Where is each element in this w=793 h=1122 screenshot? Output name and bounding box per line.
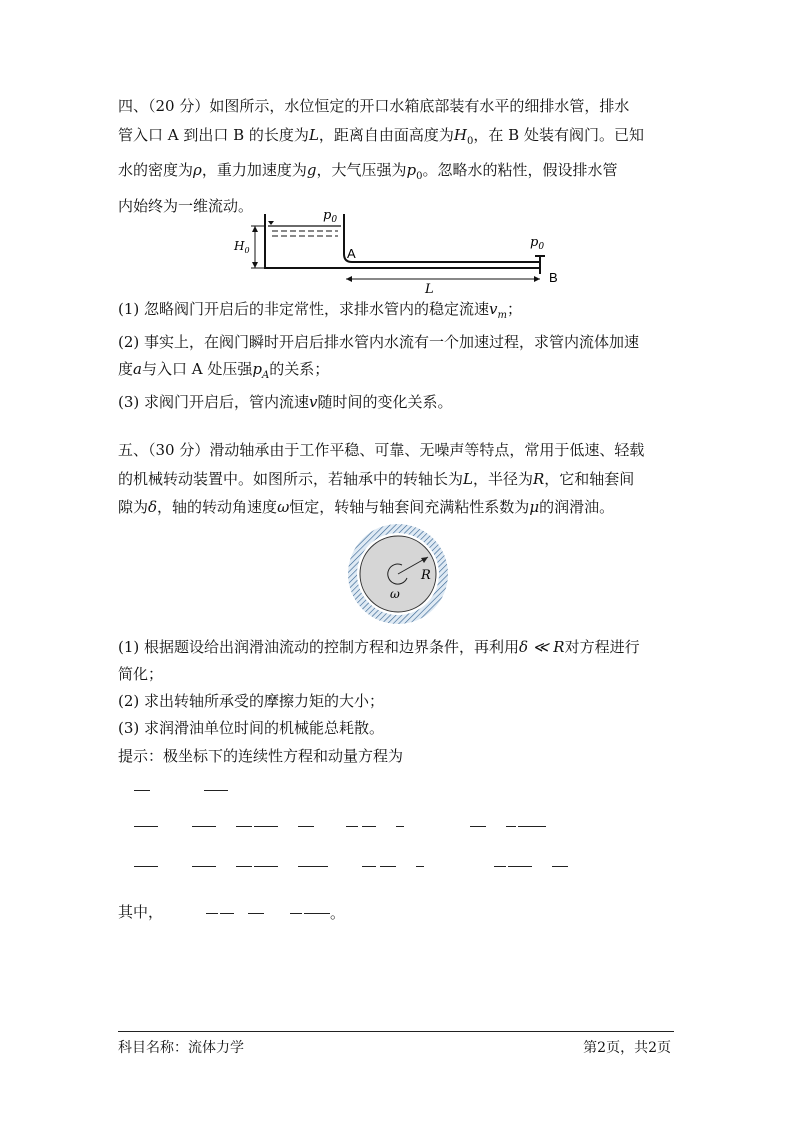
q4-line-3: 水的密度为ρ，重力加速度为g，大气压强为$p_0$。忽略水的粘性，假设排水管 xyxy=(118,161,618,182)
q5-sub-1-cont: 简化； xyxy=(118,665,164,683)
footer-subject: 科目名称：流体力学 xyxy=(118,1040,244,1056)
label-R: R xyxy=(421,568,431,583)
footer-page-number: 第2页，共2页 xyxy=(583,1040,671,1056)
q5-line-1: 五、（30 分）滑动轴承由于工作平稳、可靠、无噪声等特点，常用于低速、轻载 xyxy=(118,441,645,459)
q5-line-2: 的机械转动装置中。如图所示，若轴承中的转轴长为L，半径为R，它和轴套间 xyxy=(118,469,635,488)
symbol-g: g xyxy=(306,161,317,179)
q5-statement xyxy=(118,436,674,522)
label-A: A xyxy=(347,246,356,261)
q4-sub-2-cont: 度a与入口 A 处压强$p_A$的关系； xyxy=(118,360,330,381)
q4-statement xyxy=(118,92,674,220)
label-p0-top: $p_0$ xyxy=(323,208,338,225)
q5-sub-1: (1) 根据题设给出润滑油流动的控制方程和边界条件，再利用δ ≪ R对方程进行 xyxy=(118,638,640,656)
footer-rule xyxy=(118,1031,674,1032)
q4-line-2: 管入口 A 到出口 B 的长度为L，距离自由面高度为$H_0$，在 B 处装有阀门。已知 xyxy=(118,125,644,147)
q5-subquestions xyxy=(118,634,674,742)
q5-sub-3: (3) 求润滑油单位时间的机械能总耗散。 xyxy=(118,719,385,737)
q5-line-3: 隙为δ，轴的转动角速度ω恒定，转轴与轴套间充满粘性系数为μ的润滑油。 xyxy=(118,498,615,516)
label-H0: $H_0$ xyxy=(234,239,250,255)
free-surface-marker xyxy=(268,221,274,225)
symbol-H0: H xyxy=(453,125,468,144)
q4-line-1: 四、（20 分）如图所示，水位恒定的开口水箱底部装有水平的细排水管，排水 xyxy=(118,97,630,115)
q4-line-4: 内始终为一维流动。 xyxy=(118,196,254,215)
label-B: B xyxy=(549,270,558,285)
valve xyxy=(535,256,545,274)
q4-sub-3: (3) 求阀门开启后，管内流速v随时间的变化关系。 xyxy=(118,393,453,411)
symbol-rho: ρ xyxy=(193,161,202,179)
q4-sub-2: (2) 事实上，在阀门瞬时开启后排水管内水流有一个加速过程，求管内流体加速 xyxy=(118,333,640,351)
label-omega: ω xyxy=(390,587,400,601)
where-period: 。 xyxy=(330,904,346,922)
q5-sub-2: (2) 求出转轴所承受的摩擦力矩的大小； xyxy=(118,692,385,710)
symbol-p0: p xyxy=(406,161,417,179)
tank-pipe-figure xyxy=(228,204,568,296)
label-p0-outlet: $p_0$ xyxy=(530,235,545,252)
symbol-L: L xyxy=(308,125,319,144)
where-line: 其中， xyxy=(118,903,164,921)
q4-subquestions xyxy=(118,296,674,416)
pipe xyxy=(346,262,540,268)
hint-line: 提示：极坐标下的连续性方程和动量方程为 xyxy=(118,747,404,765)
q4-sub-1: (1) 忽略阀门开启后的非定常性，求排水管内的稳定流速$v_m$； xyxy=(118,300,523,321)
label-L: L xyxy=(425,282,434,296)
bearing-figure xyxy=(336,522,460,626)
